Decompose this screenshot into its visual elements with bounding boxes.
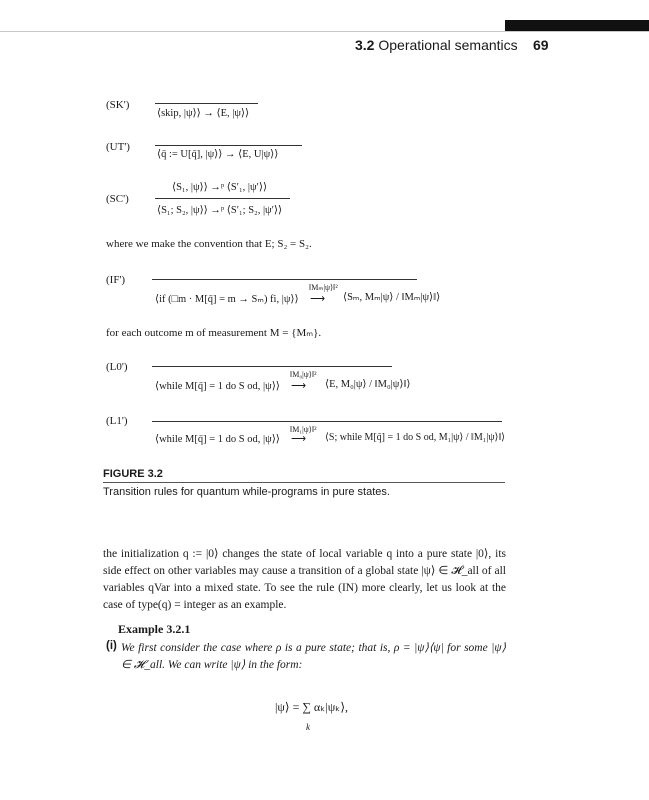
rule-conclusion-right-l1: ⟨S; while M[q̄] = 1 do S od, M₁|ψ⟩ / ‖M₁|ψ⟩‖⟩ xyxy=(325,432,506,443)
rule-conclusion-left-l0: ⟨while M[q̄] = 1 do S od, |ψ⟩⟩ xyxy=(155,381,280,392)
rule-arrow-label-if: ‖Mₘ|ψ⟩‖² xyxy=(309,283,338,292)
rule-conclusion-left-l1: ⟨while M[q̄] = 1 do S od, |ψ⟩⟩ xyxy=(155,434,280,445)
rule-label-sk: (SK') xyxy=(106,99,130,111)
rule-label-l1: (L1') xyxy=(106,415,128,427)
rule-arrow-label-l0: ‖M₀|ψ⟩‖² xyxy=(290,370,317,379)
rule-conclusion-right-l0: ⟨E, M₀|ψ⟩ / ‖M₀|ψ⟩‖⟩ xyxy=(325,379,411,390)
figure-rule xyxy=(103,482,505,483)
rule-arrow-l0: ⟶ xyxy=(291,381,307,392)
equation: |ψ⟩ = ∑ αₖ|ψₖ⟩, xyxy=(275,700,349,714)
rule-arrow-l1: ⟶ xyxy=(291,434,307,445)
outcome-text: for each outcome m of measurement M = {Mₘ}. xyxy=(106,327,322,339)
rule-line-ut xyxy=(155,145,302,146)
rule-arrow-label-l1: ‖M₁|ψ⟩‖² xyxy=(290,425,317,434)
page-number: 69 xyxy=(533,37,549,53)
rule-line-l0 xyxy=(152,366,392,367)
rule-line-sk xyxy=(155,103,258,104)
equation-subscript: k xyxy=(306,722,310,732)
rule-conclusion-ut: ⟨q̄ := U[q̄], |ψ⟩⟩ → ⟨E, U|ψ⟩⟩ xyxy=(157,149,279,160)
rule-label-l0: (L0') xyxy=(106,361,128,373)
figure-caption: Transition rules for quantum while-programs in pure states. xyxy=(103,486,390,498)
convention-text: where we make the convention that E; S₂ = S₂. xyxy=(106,238,312,250)
example-title: Example 3.2.1 xyxy=(118,622,191,636)
section-number: 3.2 xyxy=(355,37,375,53)
rule-conclusion-sc: ⟨S₁; S₂, |ψ⟩⟩ →ᵖ ⟨S′₁; S₂, |ψ′⟩⟩ xyxy=(157,205,283,216)
rule-conclusion-left-if: ⟨if (□m · M[q̄] = m → Sₘ) fi, |ψ⟩⟩ xyxy=(155,294,299,305)
rule-label-if: (IF') xyxy=(106,274,126,286)
rule-label-sc: (SC') xyxy=(106,193,129,205)
rule-line-if xyxy=(152,279,417,280)
rule-conclusion-right-if: ⟨Sₘ, Mₘ|ψ⟩ / ‖Mₘ|ψ⟩‖⟩ xyxy=(343,292,441,303)
rule-line-sc xyxy=(155,198,290,199)
item-marker: (i) xyxy=(106,640,117,652)
rule-line-l1 xyxy=(152,421,502,422)
running-head xyxy=(355,37,518,53)
rule-label-ut: (UT') xyxy=(106,141,130,153)
section-title: Operational semantics xyxy=(378,37,518,53)
rule-premise-sc: ⟨S₁, |ψ⟩⟩ →ᵖ ⟨S′₁, |ψ′⟩⟩ xyxy=(172,182,268,193)
rule-conclusion-sk: ⟨skip, |ψ⟩⟩ → ⟨E, |ψ⟩⟩ xyxy=(157,108,250,119)
body-paragraph: the initialization q := |0⟩ changes the state of local variable q into a pure state |0⟩, its side effect on other variables may cause a transition of a global state |ψ⟩ ∈ 𝓗_all of all variables qVar into a mixed state. To see the rule (IN) more clearly, let us look at the case of type(q) = integer as an example. xyxy=(103,548,506,611)
rule-arrow-if: ⟶ xyxy=(310,294,326,305)
item-text: We first consider the case where ρ is a pure state; that is, ρ = |ψ⟩⟨ψ| for some |ψ⟩ ∈ 𝓗_all. We can write |ψ⟩ in the form: xyxy=(121,642,506,671)
figure-label: FIGURE 3.2 xyxy=(103,468,163,480)
header-rule xyxy=(0,31,649,32)
